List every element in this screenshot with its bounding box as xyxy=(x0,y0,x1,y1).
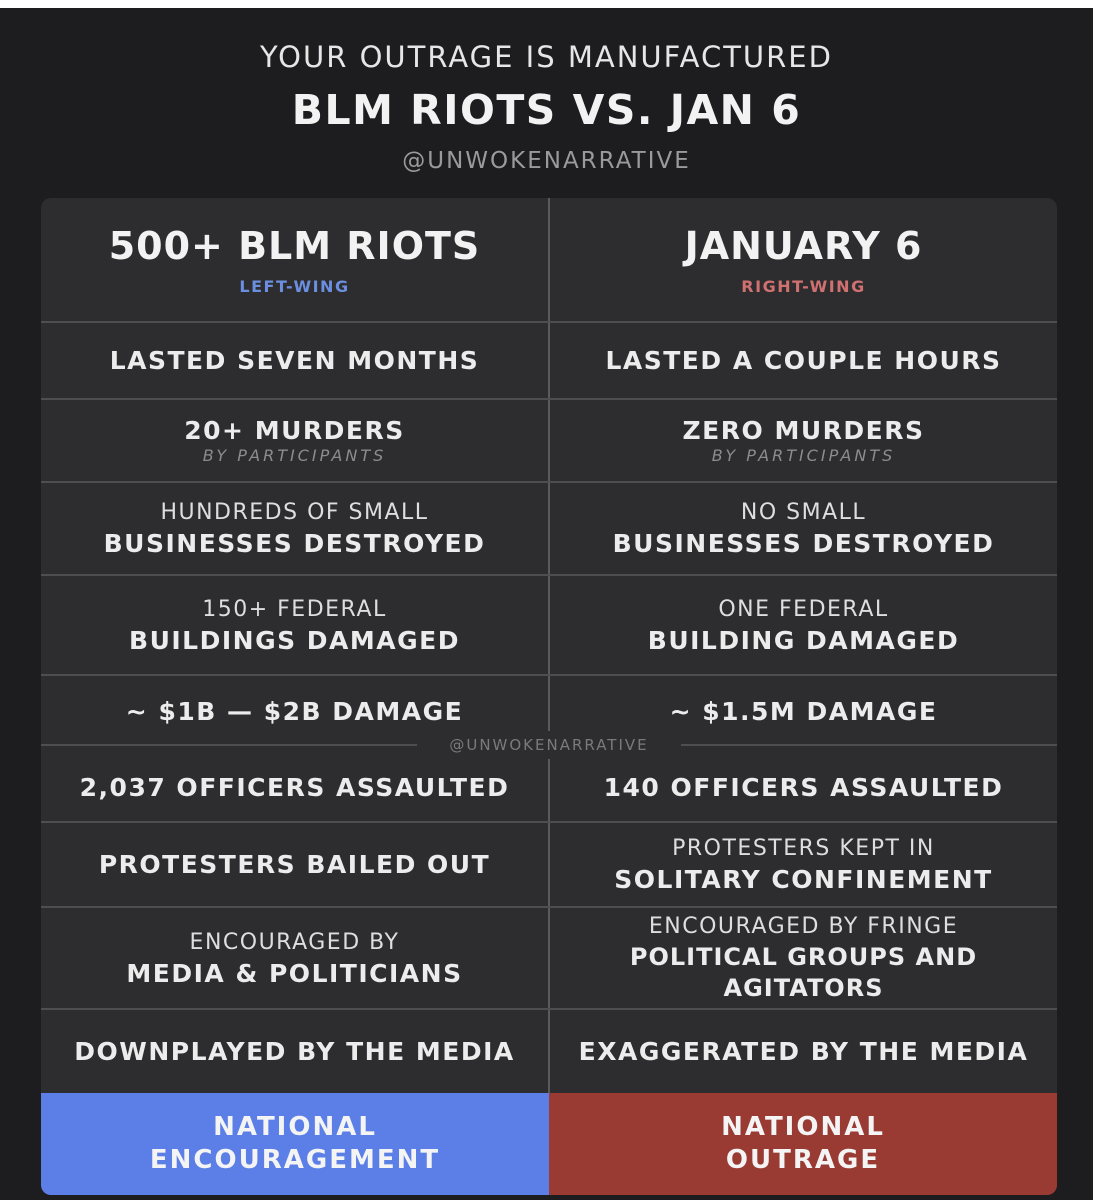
cell-text-line1: 150+ FEDERAL xyxy=(202,596,387,622)
row-businesses-right xyxy=(550,483,1057,574)
cell-subtext: BY PARTICIPANTS xyxy=(711,446,896,465)
page-title: BLM RIOTS VS. JAN 6 xyxy=(291,86,802,134)
cell-text-line1: PROTESTERS KEPT IN xyxy=(672,836,935,861)
author-handle: @UNWOKENARRATIVE xyxy=(402,148,691,174)
watermark-handle: @UNWOKENARRATIVE xyxy=(449,736,649,754)
row-encouraged-right xyxy=(550,908,1057,1008)
row-media-right xyxy=(550,1010,1057,1093)
row-protesters-left xyxy=(41,823,548,906)
cell-text: 140 OFFICERS ASSAULTED xyxy=(603,772,1004,802)
row-federal-left xyxy=(41,576,548,674)
cell-text: LASTED A COUPLE HOURS xyxy=(605,346,1002,375)
row-officers-left xyxy=(41,753,548,821)
cell-text: EXAGGERATED BY THE MEDIA xyxy=(578,1037,1029,1066)
cell-text-line2: BUILDINGS DAMAGED xyxy=(129,625,460,655)
cell-text-line2: BUILDING DAMAGED xyxy=(647,625,960,655)
kicker-text: YOUR OUTRAGE IS MANUFACTURED xyxy=(260,40,833,74)
cell-text: DOWNPLAYED BY THE MEDIA xyxy=(74,1037,515,1066)
row-federal-right xyxy=(550,576,1057,674)
banner-right-line1: NATIONAL xyxy=(721,1112,885,1142)
row-murders-left xyxy=(41,400,548,481)
cell-text: ZERO MURDERS xyxy=(682,416,925,445)
row-duration-right xyxy=(550,323,1057,398)
row-officers-right xyxy=(550,753,1057,821)
column-title-left: 500+ BLM RIOTS xyxy=(108,224,481,268)
banner-right xyxy=(549,1093,1057,1195)
cell-text-line1: ENCOURAGED BY FRINGE xyxy=(648,914,959,939)
cell-text-line2: BUSINESSES DESTROYED xyxy=(612,529,995,558)
column-header-left xyxy=(41,198,548,321)
banner-right-line2: OUTRAGE xyxy=(725,1145,881,1175)
cell-text-line1: ONE FEDERAL xyxy=(718,596,889,622)
column-tag-left: LEFT-WING xyxy=(239,277,350,296)
column-title-right: JANUARY 6 xyxy=(684,224,923,268)
cell-text-line1: NO SMALL xyxy=(740,500,867,525)
row-businesses-left xyxy=(41,483,548,574)
column-header-right xyxy=(550,198,1057,321)
cell-text: ~ $1B — $2B DAMAGE xyxy=(125,696,464,726)
header xyxy=(0,40,1093,174)
column-tag-right: RIGHT-WING xyxy=(741,277,866,296)
row-media-left xyxy=(41,1010,548,1093)
comparison-table xyxy=(41,198,1057,1195)
cell-text: PROTESTERS BAILED OUT xyxy=(98,850,491,879)
cell-text-line2: SOLITARY CONFINEMENT xyxy=(614,865,993,894)
row-murders-right xyxy=(550,400,1057,481)
row-duration-left xyxy=(41,323,548,398)
cell-text-line2: MEDIA & POLITICIANS xyxy=(126,958,463,988)
cell-text-line2: POLITICAL GROUPS AND AGITATORS xyxy=(629,943,978,1002)
row-divider xyxy=(41,744,417,746)
row-protesters-right xyxy=(550,823,1057,906)
row-encouraged-left xyxy=(41,908,548,1008)
cell-text: ~ $1.5M DAMAGE xyxy=(669,696,938,726)
cell-text: LASTED SEVEN MONTHS xyxy=(109,346,480,375)
cell-text-line1: HUNDREDS OF SMALL xyxy=(160,500,429,525)
cell-text-line2: BUSINESSES DESTROYED xyxy=(103,529,486,558)
cell-subtext: BY PARTICIPANTS xyxy=(202,446,387,465)
row-divider xyxy=(681,744,1057,746)
banner-left-line1: NATIONAL xyxy=(213,1112,377,1142)
banner-left xyxy=(41,1093,549,1195)
cell-text-line1: ENCOURAGED BY xyxy=(189,929,400,955)
cell-text: 2,037 OFFICERS ASSAULTED xyxy=(79,772,510,802)
banner-left-line2: ENCOURAGEMENT xyxy=(149,1145,441,1175)
top-edge-bar xyxy=(0,0,1093,8)
cell-text: 20+ MURDERS xyxy=(184,416,405,445)
